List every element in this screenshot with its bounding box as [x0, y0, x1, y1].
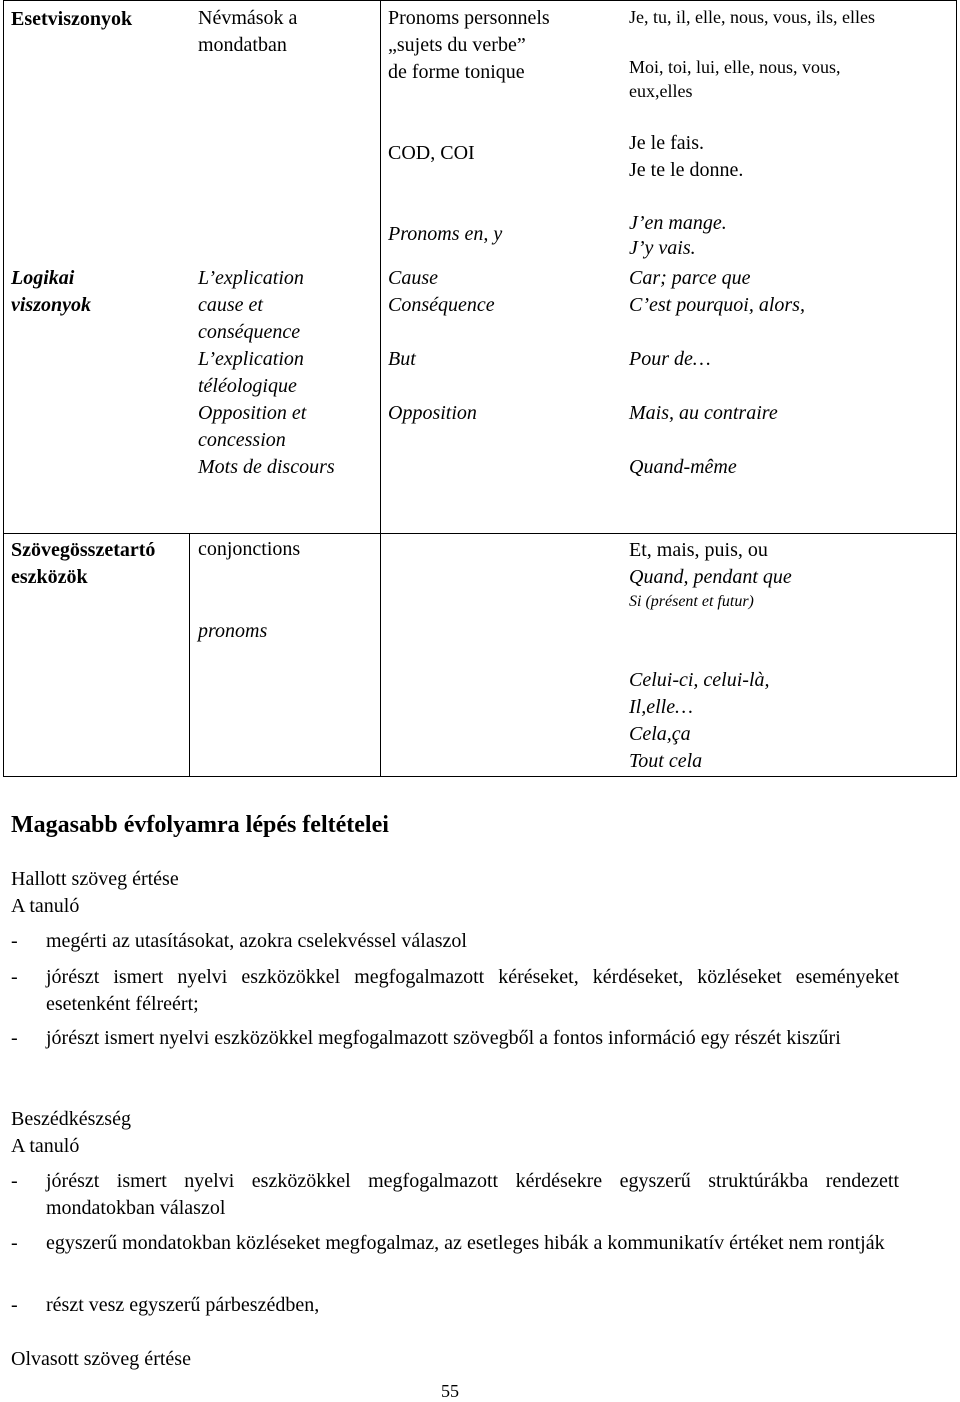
speaking-bullet: jórészt ismert nyelvi eszközökkel megfogalmazott kérdésekre egyszerű struktúrákba rendezett mondatokban válaszol [46, 1170, 899, 1219]
table-item-example: Si (présent et futur) [629, 593, 754, 610]
reading-title: Olvasott szöveg értése [11, 1348, 191, 1370]
table-item-label: Pronoms en, y [388, 223, 503, 245]
listening-bullet: megérti az utasításokat, azokra cselekvéssel válaszol [46, 930, 467, 952]
table-item-example: Mais, au contraire [629, 402, 778, 424]
table-item-example: Quand-même [629, 456, 737, 478]
table-column-divider [189, 533, 190, 777]
bullet-marker: - [11, 1294, 18, 1316]
table-row-divider [3, 533, 957, 534]
table-item-example: Je le fais. Je te le donne. [629, 132, 744, 181]
speaking-subject: A tanuló [11, 1135, 80, 1157]
table-border-top [3, 0, 957, 1]
listening-title: Hallott szöveg értése [11, 868, 179, 890]
table-category-logical: Logikai viszonyok [11, 267, 91, 316]
table-item-example: Et, mais, puis, ou [629, 539, 768, 561]
table-item-label: Opposition [388, 402, 477, 424]
speaking-bullet: részt vesz egyszerű párbeszédben, [46, 1294, 320, 1316]
bullet-marker: - [11, 966, 18, 988]
table-item-example: Quand, pendant que [629, 566, 792, 588]
table-column-divider [380, 0, 381, 534]
table-item-example: Celui-ci, celui-là, Il,elle… Cela,ça Tout cela [629, 669, 770, 772]
table-item-example: J’en mange. J’y vais. [629, 212, 727, 259]
table-subcategory-pronouns: pronoms [198, 620, 268, 642]
table-item-example: Pour de… [629, 348, 711, 370]
table-item-example: Car; parce que C’est pourquoi, alors, [629, 267, 805, 316]
table-category-cases: Esetviszonyok [11, 8, 133, 30]
table-subcategory-explanation: L’explication cause et conséquence L’explication téléologique Opposition et concession Mots de discours [198, 267, 335, 478]
listening-bullet: jórészt ismert nyelvi eszközökkel megfogalmazott szövegből a fontos információ egy részét kiszűri [46, 1027, 841, 1049]
table-category-cohesion: Szövegösszetartó eszközök [11, 539, 156, 588]
bullet-marker: - [11, 930, 18, 952]
bullet-marker: - [11, 1232, 18, 1254]
table-item-label: COD, COI [388, 142, 475, 164]
speaking-bullet: egyszerű mondatokban közléseket megfogalmaz, az esetleges hibák a kommunikatív értéket nem rontják [46, 1232, 885, 1254]
listening-subject: A tanuló [11, 895, 80, 917]
table-column-divider [380, 533, 381, 777]
page-number: 55 [441, 1381, 459, 1401]
table-border-right [956, 0, 957, 777]
table-item-example: Moi, toi, lui, elle, nous, vous, eux,elles [629, 57, 841, 101]
bullet-marker: - [11, 1170, 18, 1192]
table-item-label: Cause Conséquence [388, 267, 495, 316]
bullet-marker: - [11, 1027, 18, 1049]
speaking-title: Beszédkészség [11, 1108, 131, 1130]
listening-bullet: jórészt ismert nyelvi eszközökkel megfogalmazott kéréseket, kérdéseket, közléseket eseményeket esetenként félreért; [46, 966, 899, 1015]
table-item-label: But [388, 348, 416, 370]
table-subcategory-conjunctions: conjonctions [198, 538, 301, 560]
table-subcategory-pronouns: Névmások a mondatban [198, 7, 298, 56]
section-heading: Magasabb évfolyamra lépés feltételei [11, 812, 389, 838]
table-item-label: Pronoms personnels „sujets du verbe” de forme tonique [388, 7, 550, 83]
table-border-left [3, 0, 4, 777]
table-border-bottom [3, 776, 957, 777]
table-item-example: Je, tu, il, elle, nous, vous, ils, elles [629, 7, 875, 27]
